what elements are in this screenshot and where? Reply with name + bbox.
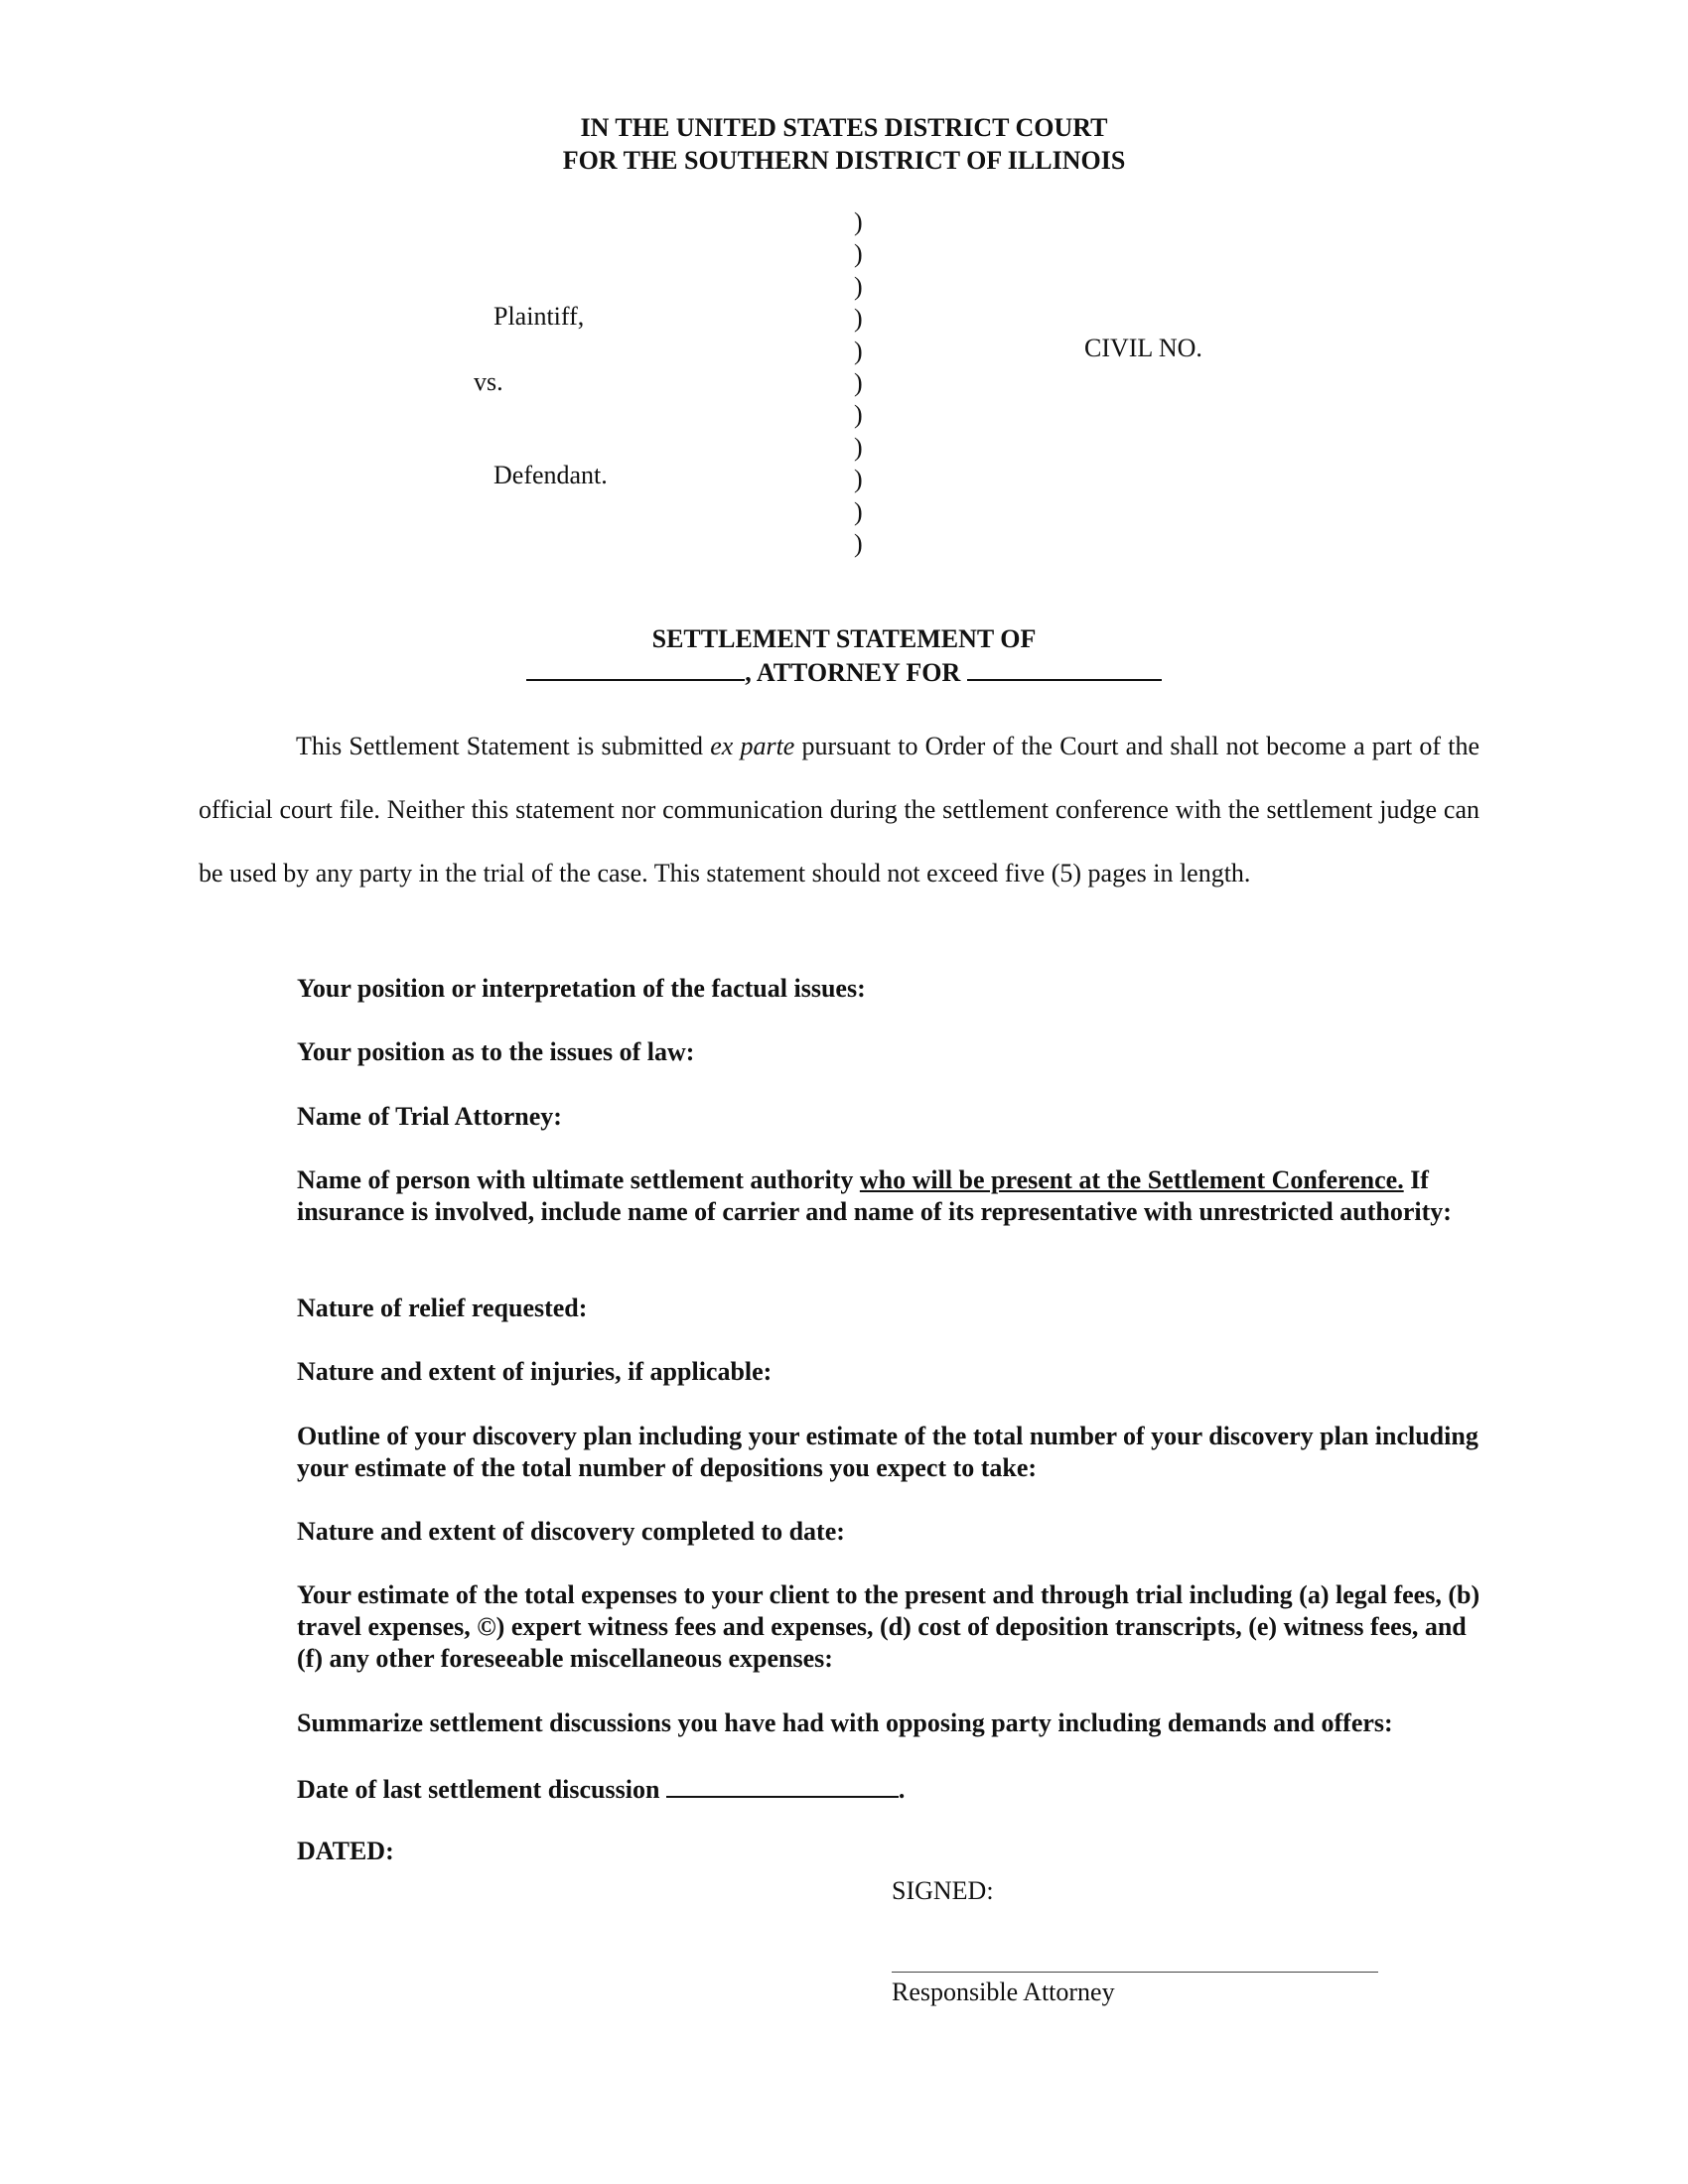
intro-text-start: This Settlement Statement is submitted	[296, 732, 711, 760]
settlement-discussions-question: Summarize settlement discussions you have had with opposing party including demands and offers:	[297, 1708, 1393, 1737]
settlement-authority-underlined: who will be present at the Settlement Conference.	[859, 1165, 1404, 1194]
caption-paren: )	[854, 239, 863, 269]
dated-label: DATED:	[297, 1837, 394, 1865]
party-name-blank[interactable]	[967, 655, 1162, 681]
court-heading-line1: IN THE UNITED STATES DISTRICT COURT	[580, 113, 1108, 142]
period: .	[898, 1775, 906, 1804]
caption-paren: )	[854, 304, 863, 334]
caption-paren: )	[854, 336, 863, 365]
relief-requested-question: Nature of relief requested:	[297, 1294, 588, 1322]
attorney-for-label: , ATTORNEY FOR	[745, 658, 961, 687]
caption-paren: )	[854, 496, 863, 526]
caption-paren: )	[854, 271, 863, 301]
discovery-completed-question: Nature and extent of discovery completed to date:	[297, 1517, 845, 1546]
caption-parenthesis-column	[854, 206, 863, 560]
plaintiff-label: Plaintiff,	[493, 302, 585, 331]
caption-paren: )	[854, 465, 863, 494]
trial-attorney-question: Name of Trial Attorney:	[297, 1102, 562, 1131]
signature-line[interactable]	[892, 1972, 1378, 1973]
settlement-authority-text: Name of person with ultimate settlement authority	[297, 1165, 860, 1194]
discovery-plan-question: Outline of your discovery plan including your estimate of the total number of your discovery plan including your estimate of the total number of depositions you expect to take:	[297, 1422, 1478, 1482]
defendant-label: Defendant.	[493, 461, 608, 489]
caption-paren: )	[854, 529, 863, 559]
ex-parte-text: ex parte	[710, 732, 795, 760]
signed-label: SIGNED:	[892, 1876, 994, 1905]
vs-label: vs.	[474, 367, 503, 396]
attorney-for-line	[0, 655, 1688, 689]
responsible-attorney-label: Responsible Attorney	[892, 1978, 1115, 2006]
caption-paren: )	[854, 368, 863, 398]
insurance-text: If insurance is involved, include name of carrier and name of its representative with unrestricted authority:	[297, 1165, 1452, 1226]
caption-paren: )	[854, 207, 863, 236]
settlement-authority-question	[297, 1164, 1488, 1228]
factual-issues-question: Your position or interpretation of the factual issues:	[297, 974, 866, 1003]
caption-paren: )	[854, 432, 863, 462]
last-discussion-date-label: Date of last settlement discussion	[297, 1775, 660, 1804]
document-title: SETTLEMENT STATEMENT OF	[651, 624, 1037, 653]
expenses-question: Your estimate of the total expenses to your client to the present and through trial including (a) legal fees, (b) travel expenses, ©) expert witness fees and expenses, (d) cost of deposition transcripts, (e) witness fees, and (f) any other foreseeable miscellaneous expenses:	[297, 1580, 1480, 1673]
intro-paragraph	[199, 715, 1479, 905]
caption-paren: )	[854, 400, 863, 430]
injuries-question: Nature and extent of injuries, if applicable:	[297, 1357, 773, 1386]
last-discussion-date-line	[297, 1772, 1488, 1806]
issues-of-law-question: Your position as to the issues of law:	[297, 1037, 695, 1066]
last-discussion-date-blank[interactable]	[666, 1772, 899, 1798]
civil-number-label: CIVIL NO.	[1084, 334, 1202, 362]
intro-text-rest: pursuant to Order of the Court and shall not become a part of the official court file. Neither this statement nor communication during the settlement conference with the settlement judge can be used by any party in the trial of the case. This statement should not exceed five (5) pages in length.	[199, 732, 1480, 887]
court-heading-line2: FOR THE SOUTHERN DISTRICT OF ILLINOIS	[562, 146, 1126, 175]
attorney-name-blank[interactable]	[526, 655, 745, 681]
